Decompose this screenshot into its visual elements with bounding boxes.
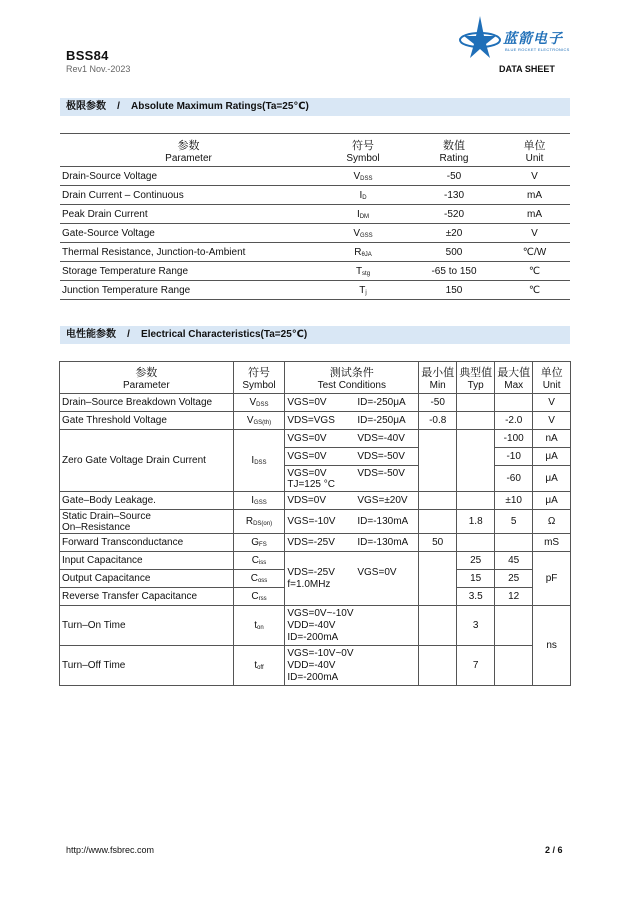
min-cell: -50 (419, 394, 457, 412)
typ-cell: 25 (457, 552, 495, 570)
unit-cell: ℃ (499, 281, 570, 300)
param-cell: Drain–Source Breakdown Voltage (60, 394, 234, 412)
unit-cell: mA (499, 205, 570, 224)
doc-type: DATA SHEET (499, 64, 555, 74)
logo-cn: 蓝箭电子 (503, 30, 563, 46)
max-cell: 5 (495, 510, 533, 534)
symbol-cell: IDM (317, 205, 409, 224)
typ-cell (457, 394, 495, 412)
param-cell: Peak Drain Current (60, 205, 317, 224)
param-cell: Turn–On Time (60, 606, 234, 646)
typ-cell: 15 (457, 570, 495, 588)
ec-h-symbol: 符号 Symbol (233, 362, 285, 394)
min-cell (419, 430, 457, 492)
param-cell: Junction Temperature Range (60, 281, 317, 300)
symbol-cell: ID (317, 186, 409, 205)
unit-cell: V (499, 224, 570, 243)
page-number: 2 / 6 (545, 845, 563, 855)
rating-cell: ±20 (409, 224, 499, 243)
footer-url[interactable]: http://www.fsbrec.com (66, 845, 155, 855)
amr-h-rating: 数值 Rating (409, 134, 499, 167)
table-row (60, 492, 571, 510)
star-icon (458, 14, 502, 60)
param-cell: Reverse Transfer Capacitance (60, 588, 234, 606)
symbol-cell: Tj (317, 281, 409, 300)
typ-cell (457, 492, 495, 510)
unit-cell: μA (533, 448, 571, 466)
rating-cell: -130 (409, 186, 499, 205)
max-cell: 12 (495, 588, 533, 606)
typ-cell (457, 430, 495, 492)
section-title-cn: 电性能参数 (66, 329, 116, 340)
table-row (60, 430, 571, 448)
unit-cell: Ω (533, 510, 571, 534)
table-row (60, 243, 570, 262)
table-row (60, 262, 570, 281)
symbol-cell: VGS(th) (233, 412, 285, 430)
table-row (60, 552, 571, 570)
unit-cell: mS (533, 534, 571, 552)
symbol-cell: IGSS (233, 492, 285, 510)
table-row (60, 412, 571, 430)
table-row (60, 281, 570, 300)
min-cell (419, 606, 457, 646)
param-cell: Storage Temperature Range (60, 262, 317, 281)
unit-cell: V (533, 394, 571, 412)
section-ec-title (60, 326, 570, 344)
table-row (60, 186, 570, 205)
table-row (60, 606, 571, 646)
symbol-cell: RθJA (317, 243, 409, 262)
section-title-cn: 极限参数 (66, 101, 106, 112)
max-cell: 45 (495, 552, 533, 570)
param-cell: Output Capacitance (60, 570, 234, 588)
typ-cell (457, 534, 495, 552)
unit-cell: V (499, 167, 570, 186)
table-row (60, 167, 570, 186)
rating-cell: -520 (409, 205, 499, 224)
max-cell (495, 534, 533, 552)
unit-cell: mA (499, 186, 570, 205)
min-cell: -0.8 (419, 412, 457, 430)
cond-cell: VDS=-25V VGS=0V f=1.0MHz (285, 552, 419, 606)
max-cell (495, 394, 533, 412)
symbol-cell: GFS (233, 534, 285, 552)
cond-cell: VGS=0V TJ=125 °C VDS=-50V (285, 466, 419, 492)
section-sep: / (117, 101, 120, 112)
param-cell: Forward Transconductance (60, 534, 234, 552)
cond-cell: VGS=-10V~0V VDD=-40V ID=-200mA (285, 646, 419, 686)
typ-cell (457, 412, 495, 430)
max-cell (495, 606, 533, 646)
param-cell: Drain Current – Continuous (60, 186, 317, 205)
param-cell: Thermal Resistance, Junction-to-Ambient (60, 243, 317, 262)
max-cell: -100 (495, 430, 533, 448)
amr-h-symbol: 符号 Symbol (317, 134, 409, 167)
unit-cell: nA (533, 430, 571, 448)
typ-cell: 7 (457, 646, 495, 686)
symbol-cell: Tstg (317, 262, 409, 281)
param-cell: Static Drain–Source On–Resistance (60, 510, 234, 534)
unit-cell: μA (533, 492, 571, 510)
symbol-cell: ton (233, 606, 285, 646)
unit-cell: ns (533, 606, 571, 686)
part-number: BSS84 (66, 48, 109, 63)
table-row (60, 534, 571, 552)
unit-cell: V (533, 412, 571, 430)
ec-h-cond: 测试条件 Test Conditions (285, 362, 419, 394)
min-cell (419, 492, 457, 510)
min-cell (419, 510, 457, 534)
section-title-en: Absolute Maximum Ratings(Ta=25℃) (131, 101, 309, 112)
section-sep: / (127, 329, 130, 340)
symbol-cell: VDSS (233, 394, 285, 412)
typ-cell: 3.5 (457, 588, 495, 606)
amr-h-unit: 单位 Unit (499, 134, 570, 167)
rating-cell: 500 (409, 243, 499, 262)
unit-cell: ℃ (499, 262, 570, 281)
ec-h-typ: 典型值 Typ (457, 362, 495, 394)
typ-cell: 1.8 (457, 510, 495, 534)
min-cell (419, 646, 457, 686)
unit-cell: μA (533, 466, 571, 492)
max-cell: -2.0 (495, 412, 533, 430)
section-amr-title (60, 98, 570, 116)
ec-header-row (60, 362, 571, 394)
ec-h-unit: 单位 Unit (533, 362, 571, 394)
cond-cell: VGS=0V VDS=-50V (285, 448, 419, 466)
amr-header-row (60, 134, 570, 167)
symbol-cell: VDSS (317, 167, 409, 186)
cond-cell: VGS=0V VDS=-40V (285, 430, 419, 448)
max-cell: -60 (495, 466, 533, 492)
symbol-cell: Crss (233, 588, 285, 606)
symbol-cell: Coss (233, 570, 285, 588)
logo-en: BLUE ROCKET ELECTRONICS (505, 47, 570, 52)
cond-cell: VDS=VGS ID=-250μA (285, 412, 419, 430)
max-cell (495, 646, 533, 686)
rating-cell: -65 to 150 (409, 262, 499, 281)
table-row (60, 510, 571, 534)
revision: Rev1 Nov.-2023 (66, 64, 131, 74)
param-cell: Input Capacitance (60, 552, 234, 570)
max-cell: 25 (495, 570, 533, 588)
max-cell: ±10 (495, 492, 533, 510)
ec-table (59, 361, 571, 686)
table-row (60, 205, 570, 224)
unit-cell: ℃/W (499, 243, 570, 262)
amr-table (60, 133, 570, 300)
param-cell: Gate–Body Leakage. (60, 492, 234, 510)
max-cell: -10 (495, 448, 533, 466)
unit-cell: pF (533, 552, 571, 606)
cond-cell: VGS=-10V ID=-130mA (285, 510, 419, 534)
typ-cell: 3 (457, 606, 495, 646)
ec-h-param: 参数 Parameter (60, 362, 234, 394)
ec-h-max: 最大值 Max (495, 362, 533, 394)
param-cell: Zero Gate Voltage Drain Current (60, 430, 234, 492)
symbol-cell: Ciss (233, 552, 285, 570)
section-title-en: Electrical Characteristics(Ta=25℃) (141, 329, 308, 340)
amr-h-param: 参数 Parameter (60, 134, 317, 167)
param-cell: Gate Threshold Voltage (60, 412, 234, 430)
table-row (60, 224, 570, 243)
cond-cell: VGS=0V ID=-250μA (285, 394, 419, 412)
table-row (60, 646, 571, 686)
ec-h-min: 最小值 Min (419, 362, 457, 394)
company-logo (458, 14, 578, 60)
rating-cell: -50 (409, 167, 499, 186)
symbol-cell: VGSS (317, 224, 409, 243)
cond-cell: VDS=-25V ID=-130mA (285, 534, 419, 552)
param-cell: Turn–Off Time (60, 646, 234, 686)
symbol-cell: toff (233, 646, 285, 686)
symbol-cell: IDSS (233, 430, 285, 492)
param-cell: Gate-Source Voltage (60, 224, 317, 243)
symbol-cell: RDS(on) (233, 510, 285, 534)
table-row (60, 394, 571, 412)
min-cell: 50 (419, 534, 457, 552)
min-cell (419, 552, 457, 606)
cond-cell: VDS=0V VGS=±20V (285, 492, 419, 510)
cond-cell: VGS=0V~-10V VDD=-40V ID=-200mA (285, 606, 419, 646)
rating-cell: 150 (409, 281, 499, 300)
param-cell: Drain-Source Voltage (60, 167, 317, 186)
